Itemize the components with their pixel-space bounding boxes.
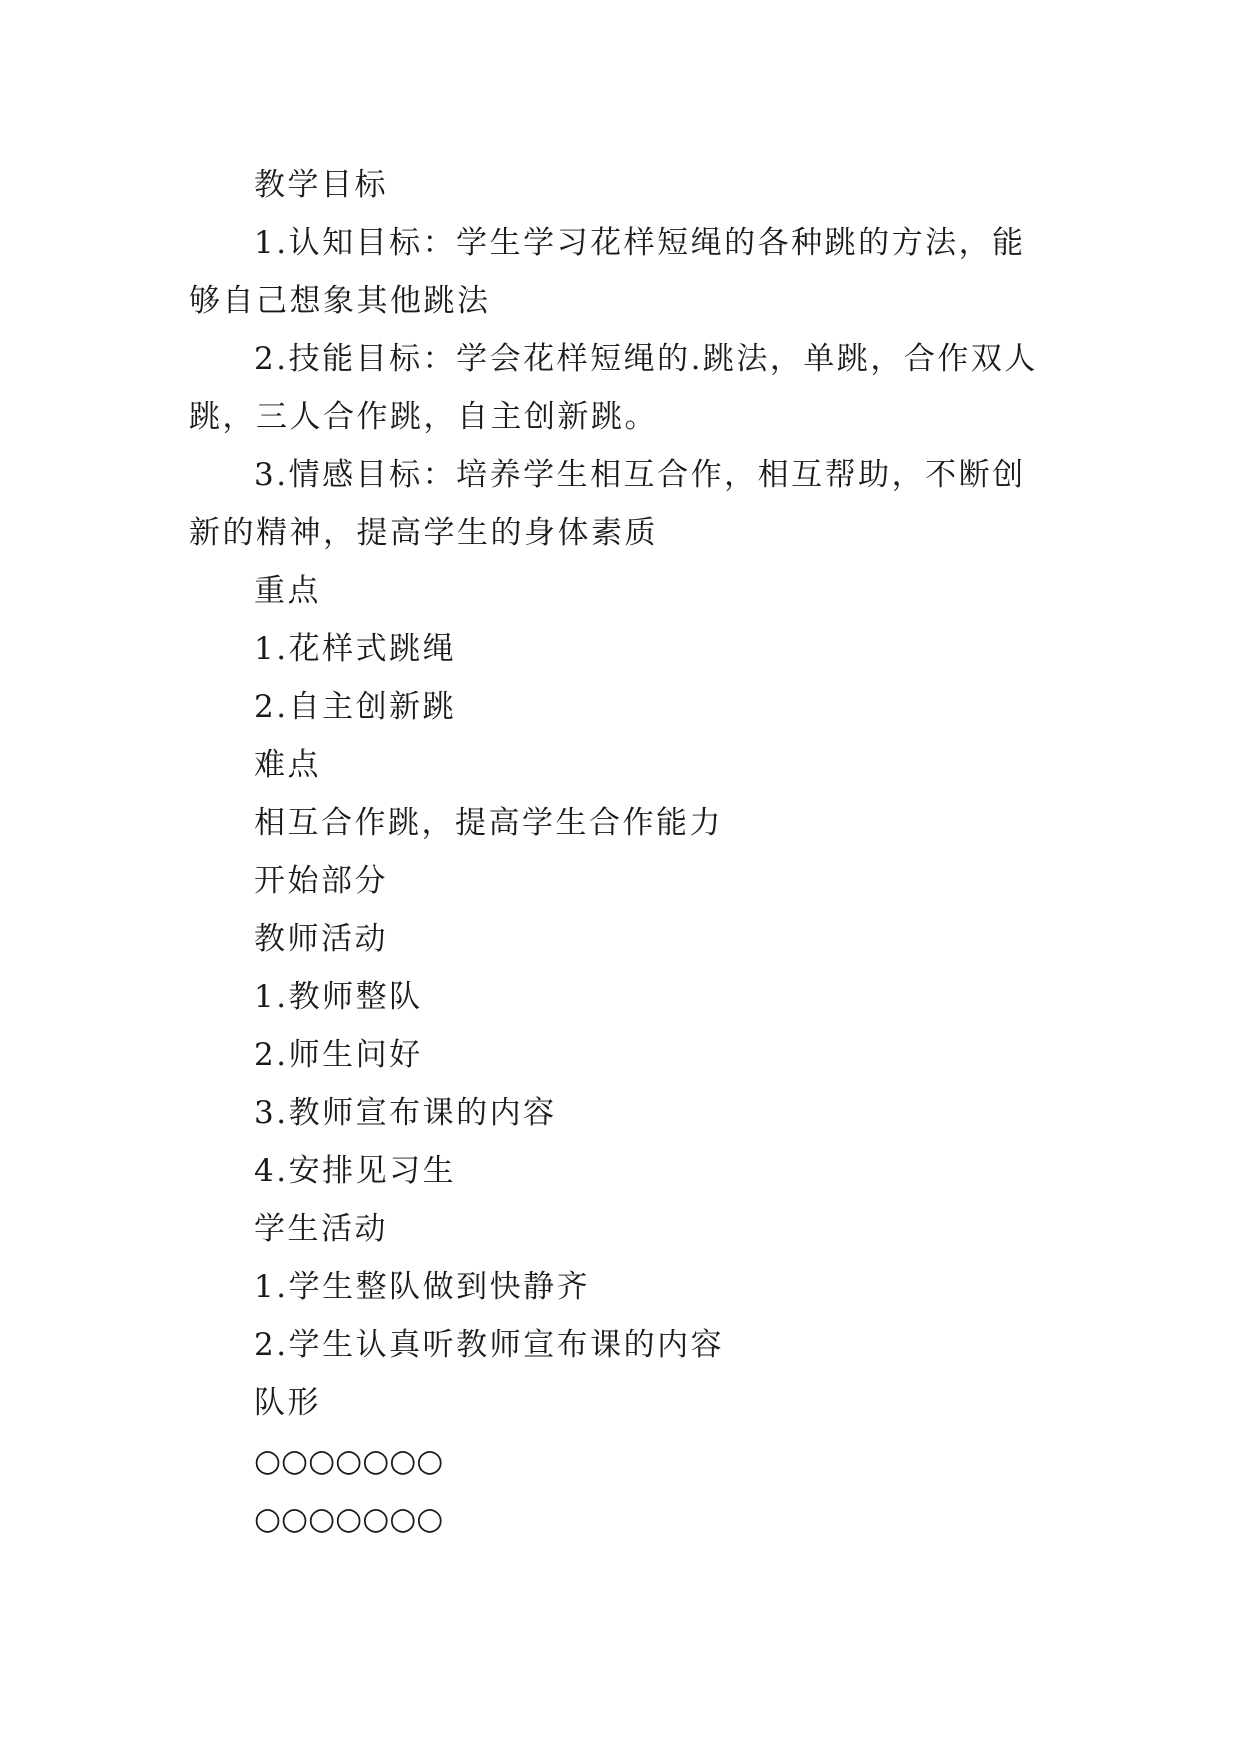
objective-emotional: 3.情感目标：培养学生相互合作，相互帮助，不断创新的精神，提高学生的身体素质 xyxy=(189,457,1026,551)
heading-formation: 队形 xyxy=(254,1385,321,1421)
student-activity-item: 1.学生整队做到快静齐 xyxy=(254,1269,591,1305)
heading-key-points: 重点 xyxy=(254,573,321,609)
heading-teaching-objectives: 教学目标 xyxy=(254,167,388,203)
objective-cognitive: 1.认知目标：学生学习花样短绳的各种跳的方法，能够自己想象其他跳法 xyxy=(189,225,1026,319)
student-activity-item: 2.学生认真听教师宣布课的内容 xyxy=(254,1327,725,1363)
difficulty-item: 相互合作跳，提高学生合作能力 xyxy=(254,805,723,841)
heading-difficulties: 难点 xyxy=(254,747,321,783)
heading-student-activities: 学生活动 xyxy=(254,1211,388,1247)
formation-row: ○○○○○○○ xyxy=(254,1443,444,1479)
document-body xyxy=(189,156,1049,1548)
teacher-activity-item: 1.教师整队 xyxy=(254,979,423,1015)
formation-row: ○○○○○○○ xyxy=(254,1501,444,1537)
key-point-item: 1.花样式跳绳 xyxy=(254,631,457,667)
teacher-activity-item: 2.师生问好 xyxy=(254,1037,423,1073)
heading-teacher-activities: 教师活动 xyxy=(254,921,388,957)
key-point-item: 2.自主创新跳 xyxy=(254,689,457,725)
objective-skill: 2.技能目标：学会花样短绳的.跳法，单跳，合作双人跳，三人合作跳，自主创新跳。 xyxy=(189,341,1038,435)
teacher-activity-item: 3.教师宣布课的内容 xyxy=(254,1095,557,1131)
heading-opening-section: 开始部分 xyxy=(254,863,388,899)
teacher-activity-item: 4.安排见习生 xyxy=(254,1153,457,1189)
